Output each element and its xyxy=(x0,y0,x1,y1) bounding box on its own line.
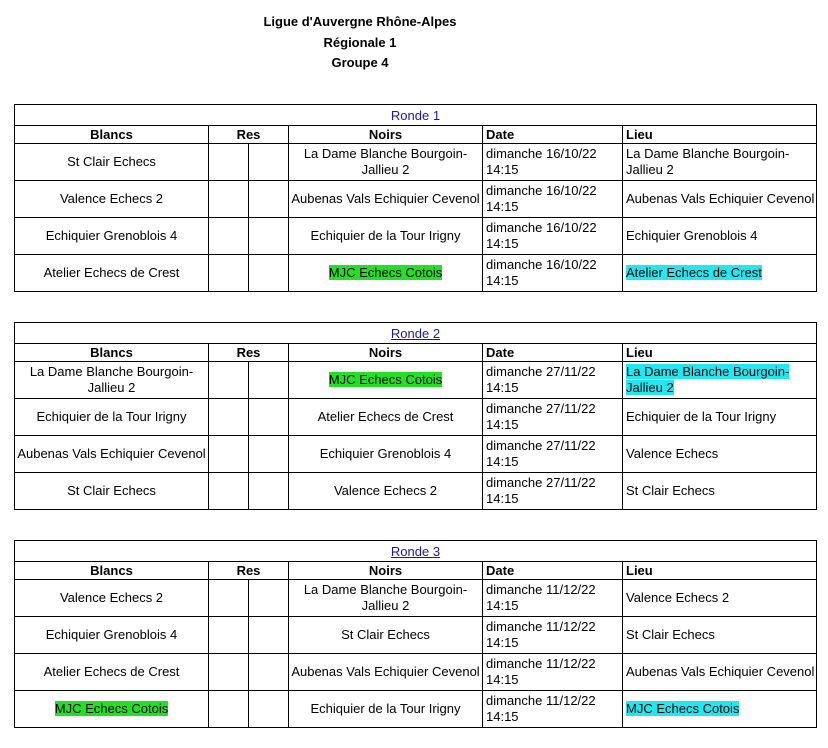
table-row xyxy=(15,580,817,617)
cell-noirs: Aubenas Vals Echiquier Cevenol xyxy=(289,181,483,218)
cell-blancs: La Dame Blanche Bourgoin-Jallieu 2 xyxy=(15,362,209,399)
table-row xyxy=(15,654,817,691)
cell-res-black xyxy=(249,255,289,292)
round-1-title-cell xyxy=(15,105,817,126)
cell-lieu: La Dame Blanche Bourgoin-Jallieu 2 xyxy=(623,144,817,181)
highlighted-venue: Atelier Echecs de Crest xyxy=(626,265,762,280)
cell-lieu xyxy=(623,362,817,399)
cell-noirs: Valence Echecs 2 xyxy=(289,473,483,510)
table-row xyxy=(15,473,817,510)
cell-blancs xyxy=(15,691,209,728)
column-header-date: Date xyxy=(483,126,623,144)
table-row xyxy=(15,617,817,654)
round-2-table xyxy=(14,322,816,510)
column-header-res: Res xyxy=(209,126,289,144)
cell-blancs: St Clair Echecs xyxy=(15,144,209,181)
cell-noirs: Aubenas Vals Echiquier Cevenol xyxy=(289,654,483,691)
round-3-title-cell xyxy=(15,541,817,562)
cell-noirs: La Dame Blanche Bourgoin-Jallieu 2 xyxy=(289,580,483,617)
cell-lieu: St Clair Echecs xyxy=(623,473,817,510)
table-row xyxy=(15,255,817,292)
cell-lieu: Valence Echecs 2 xyxy=(623,580,817,617)
cell-lieu: Echiquier de la Tour Irigny xyxy=(623,399,817,436)
table-row xyxy=(15,691,817,728)
column-header-noirs: Noirs xyxy=(289,562,483,580)
column-header-lieu: Lieu xyxy=(623,126,817,144)
cell-lieu xyxy=(623,255,817,292)
cell-res-white xyxy=(209,691,249,728)
cell-noirs: Atelier Echecs de Crest xyxy=(289,399,483,436)
highlighted-team: MJC Echecs Cotois xyxy=(328,372,443,387)
cell-blancs: Aubenas Vals Echiquier Cevenol xyxy=(15,436,209,473)
table-row xyxy=(15,144,817,181)
cell-blancs: Valence Echecs 2 xyxy=(15,580,209,617)
cell-blancs: Valence Echecs 2 xyxy=(15,181,209,218)
table-row xyxy=(15,399,817,436)
cell-res-black xyxy=(249,399,289,436)
table-row xyxy=(15,436,817,473)
column-header-res: Res xyxy=(209,344,289,362)
cell-res-black xyxy=(249,654,289,691)
cell-date: dimanche 11/12/22 14:15 xyxy=(483,654,623,691)
header-line-league: Ligue d'Auvergne Rhône-Alpes xyxy=(263,14,457,29)
highlighted-team: MJC Echecs Cotois xyxy=(328,265,443,280)
column-header-blancs: Blancs xyxy=(15,126,209,144)
column-header-lieu: Lieu xyxy=(623,344,817,362)
highlighted-venue: MJC Echecs Cotois xyxy=(626,701,740,716)
cell-date: dimanche 27/11/22 14:15 xyxy=(483,473,623,510)
header-line-group: Groupe 4 xyxy=(331,55,389,70)
cell-date: dimanche 27/11/22 14:15 xyxy=(483,362,623,399)
round-2-title[interactable]: Ronde 2 xyxy=(390,325,441,341)
cell-lieu xyxy=(623,691,817,728)
cell-res-white xyxy=(209,617,249,654)
cell-noirs: Echiquier Grenoblois 4 xyxy=(289,436,483,473)
cell-date: dimanche 16/10/22 14:15 xyxy=(483,218,623,255)
cell-res-white xyxy=(209,473,249,510)
cell-blancs: Atelier Echecs de Crest xyxy=(15,654,209,691)
round-2-title-cell xyxy=(15,323,817,344)
cell-date: dimanche 16/10/22 14:15 xyxy=(483,255,623,292)
cell-date: dimanche 27/11/22 14:15 xyxy=(483,399,623,436)
table-row xyxy=(15,181,817,218)
cell-date: dimanche 27/11/22 14:15 xyxy=(483,436,623,473)
cell-res-black xyxy=(249,436,289,473)
table-row xyxy=(15,218,817,255)
cell-res-black xyxy=(249,362,289,399)
cell-res-white xyxy=(209,255,249,292)
column-header-noirs: Noirs xyxy=(289,344,483,362)
cell-date: dimanche 16/10/22 14:15 xyxy=(483,144,623,181)
cell-lieu: Aubenas Vals Echiquier Cevenol xyxy=(623,654,817,691)
column-header-blancs: Blancs xyxy=(15,344,209,362)
cell-res-white xyxy=(209,144,249,181)
highlighted-team: MJC Echecs Cotois xyxy=(54,701,169,716)
column-header-blancs: Blancs xyxy=(15,562,209,580)
cell-res-white xyxy=(209,580,249,617)
cell-res-black xyxy=(249,218,289,255)
cell-res-white xyxy=(209,362,249,399)
cell-res-black xyxy=(249,691,289,728)
cell-lieu: Echiquier Grenoblois 4 xyxy=(623,218,817,255)
cell-noirs xyxy=(289,362,483,399)
column-header-lieu: Lieu xyxy=(623,562,817,580)
cell-res-white xyxy=(209,399,249,436)
column-header-res: Res xyxy=(209,562,289,580)
highlighted-venue: La Dame Blanche Bourgoin-Jallieu 2 xyxy=(626,364,790,395)
cell-noirs: St Clair Echecs xyxy=(289,617,483,654)
round-3-table xyxy=(14,540,816,728)
cell-noirs xyxy=(289,255,483,292)
round-3-title[interactable]: Ronde 3 xyxy=(390,543,441,559)
cell-res-white xyxy=(209,218,249,255)
cell-res-black xyxy=(249,580,289,617)
cell-noirs: La Dame Blanche Bourgoin-Jallieu 2 xyxy=(289,144,483,181)
header-line-division: Régionale 1 xyxy=(323,35,397,50)
cell-blancs: Echiquier de la Tour Irigny xyxy=(15,399,209,436)
table-row xyxy=(15,362,817,399)
cell-noirs: Echiquier de la Tour Irigny xyxy=(289,218,483,255)
cell-blancs: Echiquier Grenoblois 4 xyxy=(15,218,209,255)
cell-blancs: Echiquier Grenoblois 4 xyxy=(15,617,209,654)
round-1-table xyxy=(14,104,816,292)
cell-res-black xyxy=(249,181,289,218)
column-header-date: Date xyxy=(483,344,623,362)
cell-lieu: St Clair Echecs xyxy=(623,617,817,654)
cell-noirs: Echiquier de la Tour Irigny xyxy=(289,691,483,728)
cell-res-black xyxy=(249,144,289,181)
column-header-date: Date xyxy=(483,562,623,580)
cell-res-white xyxy=(209,654,249,691)
cell-res-white xyxy=(209,181,249,218)
column-header-noirs: Noirs xyxy=(289,126,483,144)
cell-res-white xyxy=(209,436,249,473)
cell-lieu: Valence Echecs xyxy=(623,436,817,473)
cell-date: dimanche 11/12/22 14:15 xyxy=(483,580,623,617)
cell-blancs: Atelier Echecs de Crest xyxy=(15,255,209,292)
cell-res-black xyxy=(249,617,289,654)
cell-res-black xyxy=(249,473,289,510)
cell-blancs: St Clair Echecs xyxy=(15,473,209,510)
cell-date: dimanche 11/12/22 14:15 xyxy=(483,691,623,728)
cell-date: dimanche 11/12/22 14:15 xyxy=(483,617,623,654)
cell-date: dimanche 16/10/22 14:15 xyxy=(483,181,623,218)
cell-lieu: Aubenas Vals Echiquier Cevenol xyxy=(623,181,817,218)
round-1-title[interactable]: Ronde 1 xyxy=(390,107,441,123)
